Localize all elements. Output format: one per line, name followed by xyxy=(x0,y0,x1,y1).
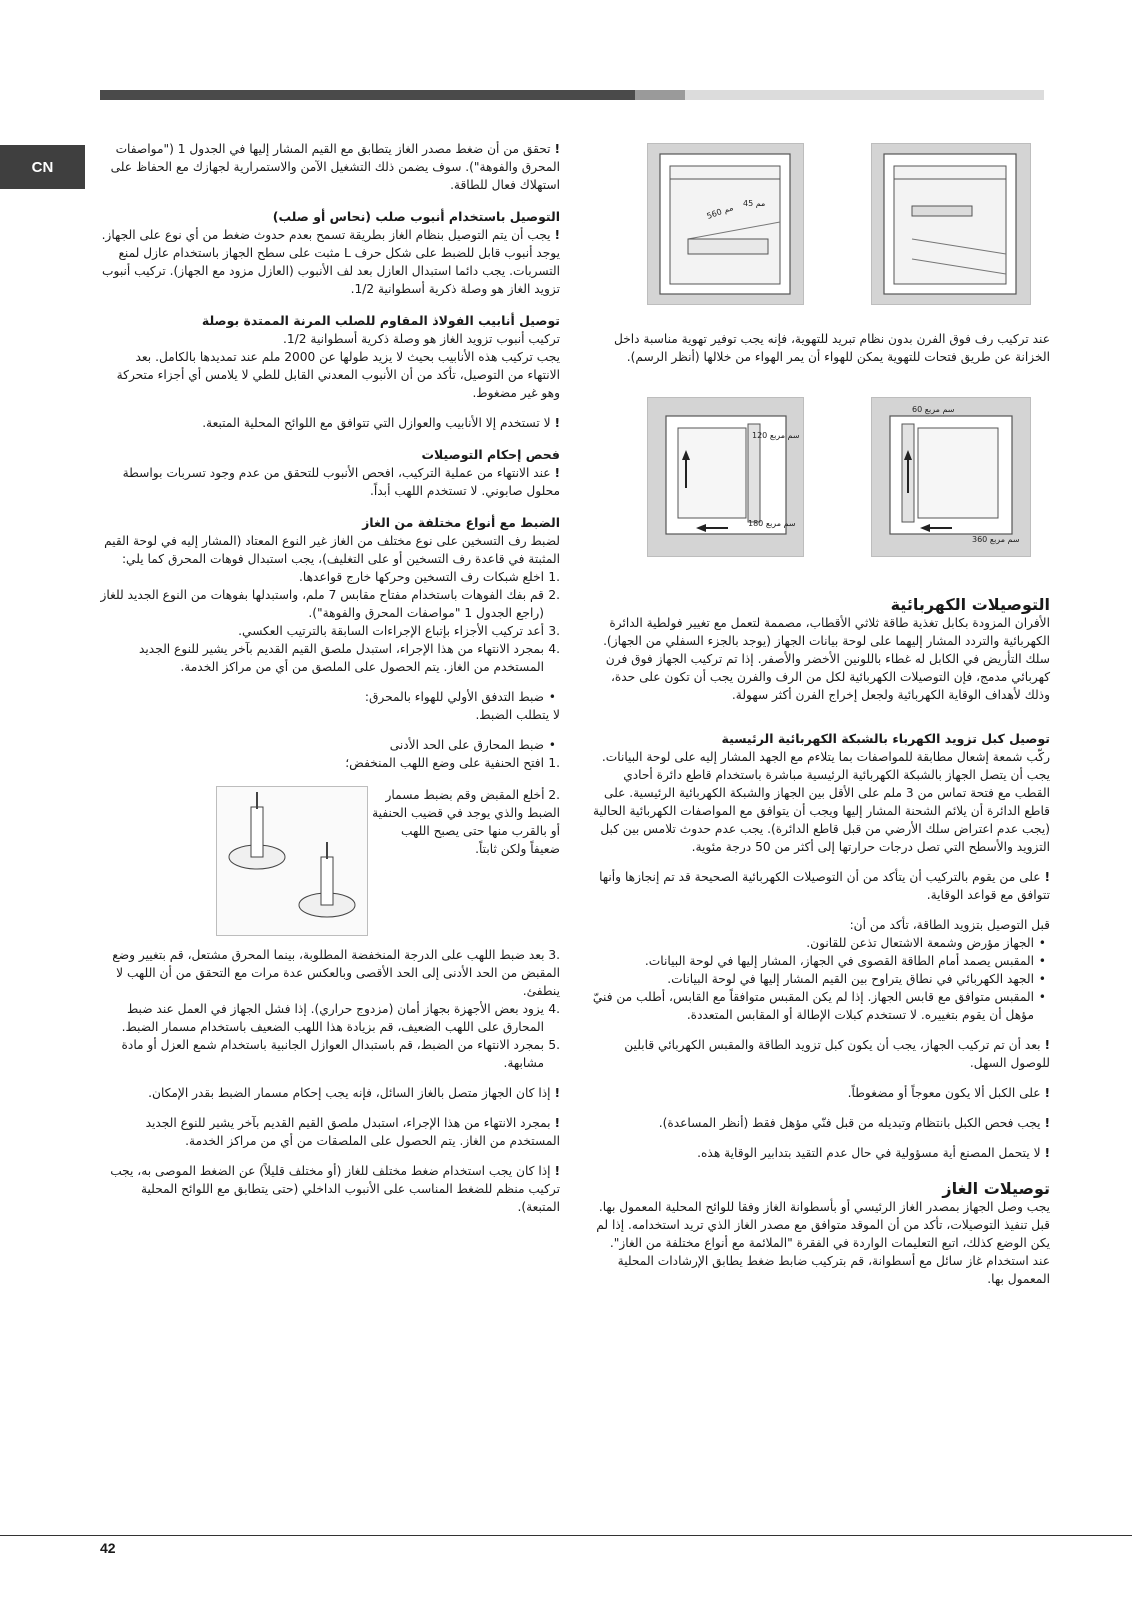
rigid-paragraph: يوجد أنبوب قابل للضبط على شكل حرف L مثبت على سطح الجهاز باستخدام عازل لمنع التسربات. يجب دائما استبدال العازل بعد لف الأنبوب (العازل مزود مع الجهاز). تركيب أنبوب تزويد الغاز هو وصلة ذكرية أسطوانية 1/2. xyxy=(102,246,560,296)
warning-icon: ! xyxy=(1044,1146,1050,1160)
header-bar-dark xyxy=(100,90,635,100)
figure-oven-airflow-left xyxy=(647,397,804,557)
list-item: • ضبط التدفق الأولي للهواء بالمحرق: xyxy=(364,690,556,704)
gas-paragraph-2: عند استخدام غاز سائل مع أسطوانة، قم بتركيب ضابط ضغط يطابق الإرشادات المحلية المعمول بها. xyxy=(617,1254,1050,1286)
warning-icon: ! xyxy=(554,416,560,430)
ventilation-caption: عند تركيب رف فوق الفرن بدون نظام تبريد للتهوية، فإنه يجب توفير تهوية مناسبة داخل الخزانة عن طريق فتحات للتهوية يمكن للهواء أن يمر الهواء من خلالها (أنظر الرسم). xyxy=(613,332,1050,364)
figure-cabinet-shelf xyxy=(647,143,804,305)
warning-liability: ! لا يتحمل المصنع أية مسؤولية في حال عدم التقيد بتدابير الوقاية هذه. xyxy=(697,1146,1050,1160)
min-step-2: .2 أخلع المقبض وقم بضبط مسمار الضبط والذي يوجد في قضيب الحنفية أو بالقرب منها حتى يصبح اللهب ضعيفاً ولكن ثابتاً. xyxy=(372,788,560,856)
warning-icon: ! xyxy=(554,1086,560,1100)
dim-60-label: 60 سم مربع xyxy=(912,405,955,414)
warning-icon: ! xyxy=(1044,1116,1050,1130)
warning-label: ! بمجرد الانتهاء من هذا الإجراء، استبدل ملصق القيم القديم بآخر يشير للنوع الجديد المستخدم من الغاز. يتم الحصول على الملصقات من أي من مراكز الخدمة. xyxy=(145,1116,560,1148)
mains-paragraph-2: يجب أن يتصل الجهاز بالشبكة الكهربائية الرئيسية مباشرة باستخدام قاطع دائرة أحادي القطب مع فتحة تماس من 3 ملم على الأقل بين الجهاز والشبكة الكهربائية الرئيسية. على قاطع الدائرة أن يلائم الشحنة المشار إليها ويجب أن يتوافق مع المواصفات الكهربائية الحالية (يجب عدم اعتراض سلك الأرضي من قبل قاطع الدائرة). يجب عدم حدوث تلامس بين كبل التزويد والأسطح التي تصل درجات حرارتها إلى أكثر من 50 درجة مئوية. xyxy=(593,768,1050,854)
rigid-title: التوصيل باستخدام أنبوب صلب (نحاس أو صلب) xyxy=(272,209,560,224)
warning-icon: ! xyxy=(554,1116,560,1130)
warning-icon: ! xyxy=(554,1164,560,1178)
warning-icon: ! xyxy=(1044,1086,1050,1100)
flex-paragraph-1: تركيب أنبوب تزويد الغاز هو وصلة ذكرية أسطوانية 1/2. xyxy=(283,332,560,346)
warning-regulator: ! إذا كان يجب استخدام ضغط مختلف للغاز (أو مختلف قليلاً) عن الضغط الموصى به، يجب تركيب منظم للضغط المناسب على الأنبوب الداخلي (حتى يتطابق مع اللوائح المحلية المتبعة). xyxy=(110,1164,560,1214)
rigid-warning: ! يجب أن يتم التوصيل بنظام الغاز بطريقة تسمح بعدم حدوث ضغط من أي نوع على الجهاز. xyxy=(101,228,560,242)
mains-title: توصيل كبل تزويد الكهرباء بالشبكة الكهربائية الرئيسية xyxy=(721,731,1050,746)
primary-air-list xyxy=(100,688,560,706)
electrical-paragraph: الأفران المزودة بكابل تغذية طاقة ثلاثي الأقطاب، مصممة لتعمل مع تغيير فولطية الدائرة الكهربائية والتردد المشار إليهما على لوحة بيانات الجهاز (يوجد بالجزء السفلي من الجهاز). سلك التأريض في الكابل له غطاء باللونين الأخضر والأصفر. إذا تم تركيب الجهاز فوق فرن كهربائي مدمج، فإن التوصيلات الكهربائية لكل من الرف والفرن يجب أن تكون على حدة، وذلك لأهداف الوقاية الكهربائية ولجعل إخراج الفرن أكثر سهولة. xyxy=(603,616,1050,702)
electrical-title: التوصيلات الكهربائية xyxy=(890,595,1050,614)
list-item: • الجهاز مؤرض وشمعة الاشتعال تذعن للقانون. xyxy=(806,936,1046,950)
page-number: 42 xyxy=(100,1540,116,1556)
warning-installer: ! على من يقوم بالتركيب أن يتأكد من أن التوصيلات الكهربائية الصحيحة قد تم إنجازها وأنها تتوافق مع قواعد الوقاية. xyxy=(599,870,1050,902)
mains-paragraph-1: ركّب شمعة إشعال مطابقة للمواصفات بما يتلاءم مع الجهد المشار إليه على لوحة البيانات. xyxy=(601,750,1050,764)
gas-paragraph-1: يجب وصل الجهاز بمصدر الغاز الرئيسي أو بأسطوانة الغاز وفقا للوائح المحلية المعمول بها. قبل تنفيذ التوصيلات، تأكد من أن الموقد متوافق مع مصدر الغاز الذي تريد استخدامه. إذا لم يكن الوضع كذلك، اتبع التعليمات الواردة في الفقرة "الملائمة مع أنواع مختلفة من الغاز". xyxy=(596,1200,1050,1250)
adapt-steps xyxy=(100,568,560,676)
header-bar xyxy=(100,90,1044,100)
list-item: .2 قم بفك الفوهات باستخدام مفتاح مقابس 7 ملم، واستبدلها بفوهات من النوع الجديد للغاز (راجع الجدول 1 "مواصفات المحرق والفوهة"). xyxy=(100,588,560,620)
before-title: قبل التوصيل بتزويد الطاقة، تأكد من أن: xyxy=(849,918,1050,932)
warning-cable-bent: ! على الكبل ألا يكون معوجاً أو مضغوطاً. xyxy=(847,1086,1050,1100)
min-steps-more xyxy=(100,1000,560,1072)
flex-warning: ! لا تستخدم إلا الأنابيب والعوازل التي تتوافق مع اللوائح المحلية المتبعة. xyxy=(202,416,560,430)
warning-icon: ! xyxy=(554,466,560,480)
list-item: .3 أعد تركيب الأجزاء بإتباع الإجراءات السابقة بالترتيب العكسي. xyxy=(238,624,560,638)
dim-45-label: 45 مم xyxy=(743,199,766,208)
warning-lpg: ! إذا كان الجهاز متصل بالغاز السائل، فإنه يجب إحكام مسمار الضبط بقدر الإمكان. xyxy=(148,1086,560,1100)
check-warning: ! عند الانتهاء من عملية التركيب، افحص الأنبوب للتحقق من عدم وجود تسربات بواسطة محلول صابوني. لا تستخدم اللهب أبداً. xyxy=(122,466,560,498)
warning-icon: ! xyxy=(1044,1038,1050,1052)
list-item: .1 اخلع شبكات رف التسخين وحركها خارج قواعدها. xyxy=(299,570,560,584)
dim-360-label: 360 سم مربع xyxy=(972,535,1020,544)
min-step-3: .3 بعد ضبط اللهب على الدرجة المنخفضة المطلوبة، بينما المحرق مشتعل، قم بتغيير وضع المقبض من الحد الأدنى إلى الحد الأقصى وبالعكس عدة مرات مع التحقق من أن اللهب لا ينطفئ. xyxy=(112,948,560,998)
language-tab: CN xyxy=(0,145,85,189)
figure-valve-adjust xyxy=(216,786,368,936)
left-column xyxy=(100,140,560,1216)
gas-title: توصيلات الغاز xyxy=(942,1179,1050,1198)
list-item: .1 افتح الحنفية على وضع اللهب المنخفض؛ xyxy=(345,756,560,770)
list-item: • ضبط المحارق على الحد الأدنى xyxy=(389,738,556,752)
list-item: • المقبس يصمد أمام الطاقة القصوى في الجهاز، المشار إليها في لوحة البيانات. xyxy=(644,954,1046,968)
list-item: • المقبس متوافق مع قابس الجهاز. إذا لم يكن المقبس متوافقاً مع القابس، أطلب من فنيّ مؤهل أن يقوم بتغييره. لا تستخدم كبلات الإطالة أو المقابس المتعددة. xyxy=(592,990,1046,1022)
flex-title: توصيل أنابيب الفولاذ المقاوم للصلب المرنة الممتدة بوصلة xyxy=(201,313,560,328)
header-bar-mid xyxy=(635,90,685,100)
warning-icon: ! xyxy=(554,142,560,156)
dim-560-label: 560 مم xyxy=(705,203,735,221)
min-list xyxy=(100,736,560,772)
list-item: .5 بمجرد الانتهاء من الضبط، قم باستبدال العوازل الجانبية باستخدام شمع العزل أو مادة مشابهة. xyxy=(121,1038,560,1070)
list-item: • الجهد الكهربائي في نطاق يتراوح بين القيم المشار إليها في لوحة البيانات. xyxy=(667,972,1046,986)
flex-paragraph-2: يجب تركيب هذه الأنابيب بحيث لا يزيد طولها عن 2000 ملم عند تمديدها بالكامل. بعد الانتهاء من التوصيل، تأكد من أن الأنبوب المعدني القابل للطي لا يلامس أي أجزاء متحركة وهو غير مضغوط. xyxy=(116,350,560,400)
warning-icon: ! xyxy=(1044,870,1050,884)
dim-120-label: 120 سم مربع xyxy=(752,431,800,440)
valve-section xyxy=(100,786,560,946)
primary-air-note: لا يتطلب الضبط. xyxy=(475,708,560,722)
before-list xyxy=(590,934,1050,1024)
warning-after-install: ! بعد أن تم تركيب الجهاز، يجب أن يكون كبل تزويد الطاقة والمقبس الكهربائي قابلين للوصول السهل. xyxy=(624,1038,1050,1070)
footer-rule xyxy=(0,1535,1132,1536)
list-item: .4 يزود بعض الأجهزة بجهاز أمان (مزدوج حراري). إذا فشل الجهاز في العمل عند ضبط المحارق على اللهب الضعيف، قم بزيادة هذا اللهب الضعيف باستخدام مسمار الضبط. xyxy=(121,1002,560,1034)
adapt-paragraph: لضبط رف التسخين على نوع مختلف من الغاز غير النوع المعتاد (المشار إليه في لوحة القيم المثبتة في قاعدة رف التسخين أو على التغليف)، يجب استبدال فوهات المحرق كما يلي: xyxy=(104,534,560,566)
adapt-title: الضبط مع أنواع مختلفة من الغاز xyxy=(362,515,560,530)
dim-180-label: 180 سم مربع xyxy=(748,519,796,528)
right-column xyxy=(590,590,1050,1288)
figure-oven-airflow-right xyxy=(871,397,1031,557)
warning-icon: ! xyxy=(554,228,560,242)
check-title: فحص إحكام التوصيلات xyxy=(421,447,560,462)
figure-cabinet-vent xyxy=(871,143,1031,305)
warning-cable-check: ! يجب فحص الكبل بانتظام وتبديله من قبل فنّي مؤهل فقط (أنظر المساعدة). xyxy=(658,1116,1050,1130)
warning-pressure: ! تحقق من أن ضغط مصدر الغاز يتطابق مع القيم المشار إليها في الجدول 1 ("مواصفات المحرق والفوهة"). سوف يضمن ذلك التشغيل الآمن والاستمرارية لجهازك مع الحفاظ على استهلاك فعال للطاقة. xyxy=(110,142,560,192)
list-item: .4 بمجرد الانتهاء من هذا الإجراء، استبدل ملصق القيم القديم بآخر يشير للنوع الجديد المستخدم من الغاز. يتم الحصول على الملصق من أي من مراكز الخدمة. xyxy=(139,642,560,674)
